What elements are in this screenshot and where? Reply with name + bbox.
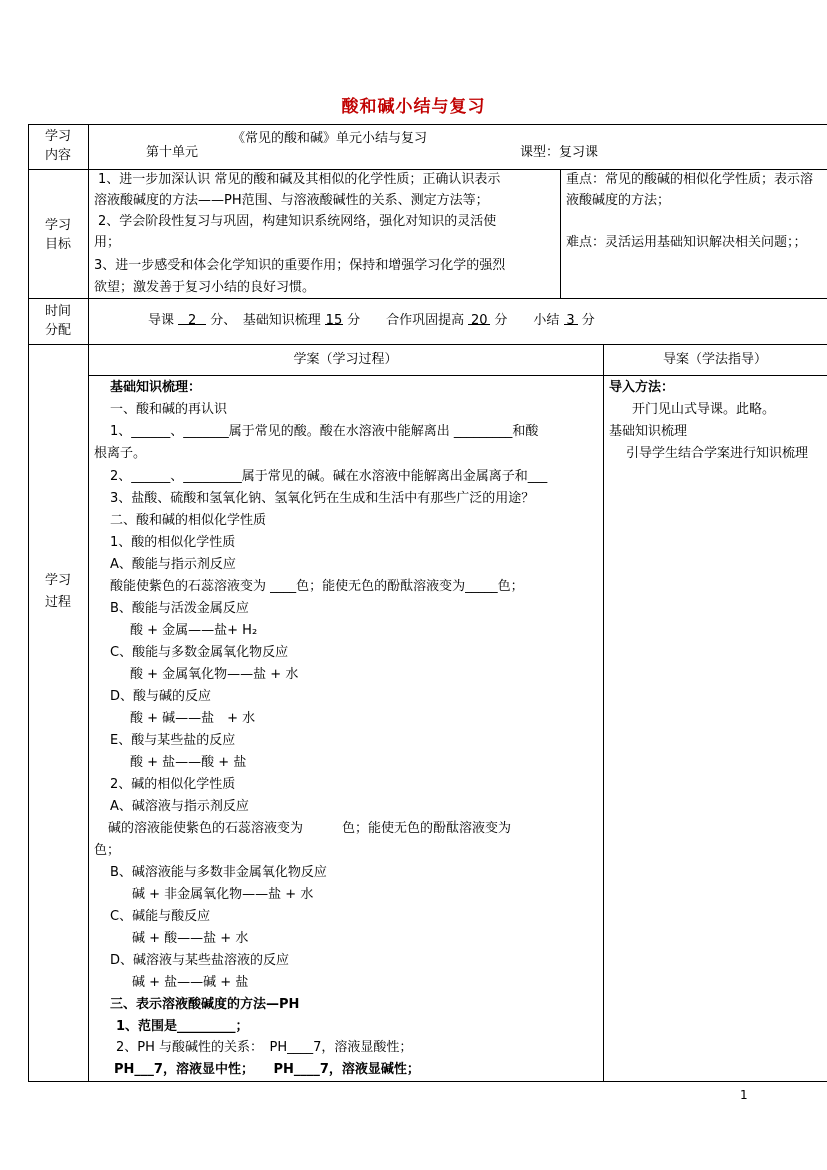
summary-minutes: 3 xyxy=(564,310,578,325)
process-line: 一、酸和碱的再认识 xyxy=(110,402,228,417)
goal-line: 欲望；激发善于复习小结的良好习惯。 xyxy=(94,280,316,295)
goals-column-divider xyxy=(560,169,561,298)
process-line: 碱 + 非金属氧化物——盐 + 水 xyxy=(132,887,314,902)
goals-label: 学习 目标 xyxy=(44,218,71,252)
page-number: 1 xyxy=(740,1088,748,1102)
process-header-divider xyxy=(88,375,827,376)
process-line: 酸 + 盐——酸 + 盐 xyxy=(130,755,247,770)
process-header-left: 学案（学习过程） xyxy=(293,352,398,367)
guide-heading: 导入方法： xyxy=(609,380,675,395)
process-line: 根离子。 xyxy=(94,446,147,461)
process-line: 碱 + 盐——碱 + 盐 xyxy=(132,975,249,990)
difficult-points: 难点：灵活运用基础知识解决相关问题；； xyxy=(566,235,807,250)
coop-minutes: 20 xyxy=(468,310,490,325)
process-line: C、酸能与多数金属氧化物反应 xyxy=(110,645,289,660)
process-line: B、碱溶液能与多数非金属氧化物反应 xyxy=(110,865,327,880)
basic-minutes: 15 xyxy=(325,310,343,325)
process-line: 酸 + 金属氧化物——盐 + 水 xyxy=(130,667,299,682)
process-line: 色； xyxy=(94,843,121,858)
guide-line: 基础知识梳理 xyxy=(609,424,688,439)
intro-minutes: 2 xyxy=(178,310,206,325)
section-heading: 基础知识梳理： xyxy=(110,380,202,395)
process-line: 酸能使紫色的石蕊溶液变为 ____色；能使无色的酚酞溶液变为_____色； xyxy=(110,579,524,594)
process-line: 2、碱的相似化学性质 xyxy=(110,777,236,792)
process-line: 1、范围是_________； xyxy=(116,1019,249,1034)
goal-line: 1、进一步加深认识 常见的酸和碱及其相似的化学性质；正确认识表示 xyxy=(98,172,501,187)
process-line: 酸 + 碱——盐 + 水 xyxy=(130,711,256,726)
page-title: 酸和碱小结与复习 xyxy=(341,97,486,117)
lesson-name: 《常见的酸和碱》单元小结与复习 xyxy=(232,131,428,146)
goal-line: 用； xyxy=(94,235,121,250)
process-line: A、碱溶液与指示剂反应 xyxy=(110,799,249,814)
guide-line: 引导学生结合学案进行知识梳理 xyxy=(626,446,809,461)
process-line: D、酸与碱的反应 xyxy=(110,689,212,704)
process-line: 二、酸和碱的相似化学性质 xyxy=(110,513,267,528)
lesson-plan-table xyxy=(28,124,827,1082)
process-line: PH___7，溶液显中性； PH____7，溶液显碱性； xyxy=(114,1062,420,1077)
time-label: 时间 分配 xyxy=(44,304,71,338)
process-line: 碱的溶液能使紫色的石蕊溶液变为 色；能使无色的酚酞溶液变为 xyxy=(108,821,512,836)
process-line: 2、PH 与酸碱性的关系： PH____7，溶液显酸性； xyxy=(116,1040,413,1055)
process-line: 1、酸的相似化学性质 xyxy=(110,535,236,550)
process-line: 2、______、_________属于常见的碱。碱在水溶液中能解离出金属离子和___ xyxy=(110,469,548,484)
process-line: C、碱能与酸反应 xyxy=(110,909,211,924)
key-points: 重点：常见的酸碱的相似化学性质；表示溶 xyxy=(566,172,814,187)
process-line: 碱 + 酸——盐 + 水 xyxy=(132,931,249,946)
lesson-type: 课型：复习课 xyxy=(520,145,599,160)
table-border-top xyxy=(28,124,827,125)
process-line: 酸 + 金属——盐+ H₂ xyxy=(130,623,258,638)
time-allocation: 导课 2 分、 基础知识梳理 15 分 合作巩固提高 20 分 小结 3 分 xyxy=(148,310,595,332)
goal-line: 3、进一步感受和体会化学知识的重要作用；保持和增强学习化学的强烈 xyxy=(94,258,506,273)
label-column-divider xyxy=(88,124,89,1082)
unit-name: 第十单元 xyxy=(146,145,199,160)
table-border-bottom xyxy=(28,1081,827,1082)
goal-line: 2、学会阶段性复习与巩固，构建知识系统网络，强化对知识的灵活使 xyxy=(98,214,497,229)
guide-line: 开门见山式导课。此略。 xyxy=(632,402,776,417)
process-line: A、酸能与指示剂反应 xyxy=(110,557,236,572)
process-header-right: 导案（学法指导） xyxy=(662,352,767,367)
process-column-divider xyxy=(603,344,604,1082)
process-line: E、酸与某些盐的反应 xyxy=(110,733,236,748)
key-points-cont: 液酸碱度的方法； xyxy=(566,193,671,208)
section-heading: 三、表示溶液酸碱度的方法—PH xyxy=(110,997,300,1012)
process-line: 3、盐酸、硫酸和氢氧化钠、氢氧化钙在生成和生活中有那些广泛的用途？ xyxy=(110,491,535,506)
process-line: D、碱溶液与某些盐溶液的反应 xyxy=(110,953,290,968)
content-label: 学习 内容 xyxy=(44,129,71,163)
goal-line: 溶液酸碱度的方法——PH范围、与溶液酸碱性的关系、测定方法等； xyxy=(94,193,489,208)
process-label: 学习 过程 xyxy=(44,573,71,610)
process-line: 1、______、_______属于常见的酸。酸在水溶液中能解离出 _________和酸 xyxy=(110,424,539,439)
row-divider-3 xyxy=(28,344,827,345)
process-line: B、酸能与活泼金属反应 xyxy=(110,601,249,616)
